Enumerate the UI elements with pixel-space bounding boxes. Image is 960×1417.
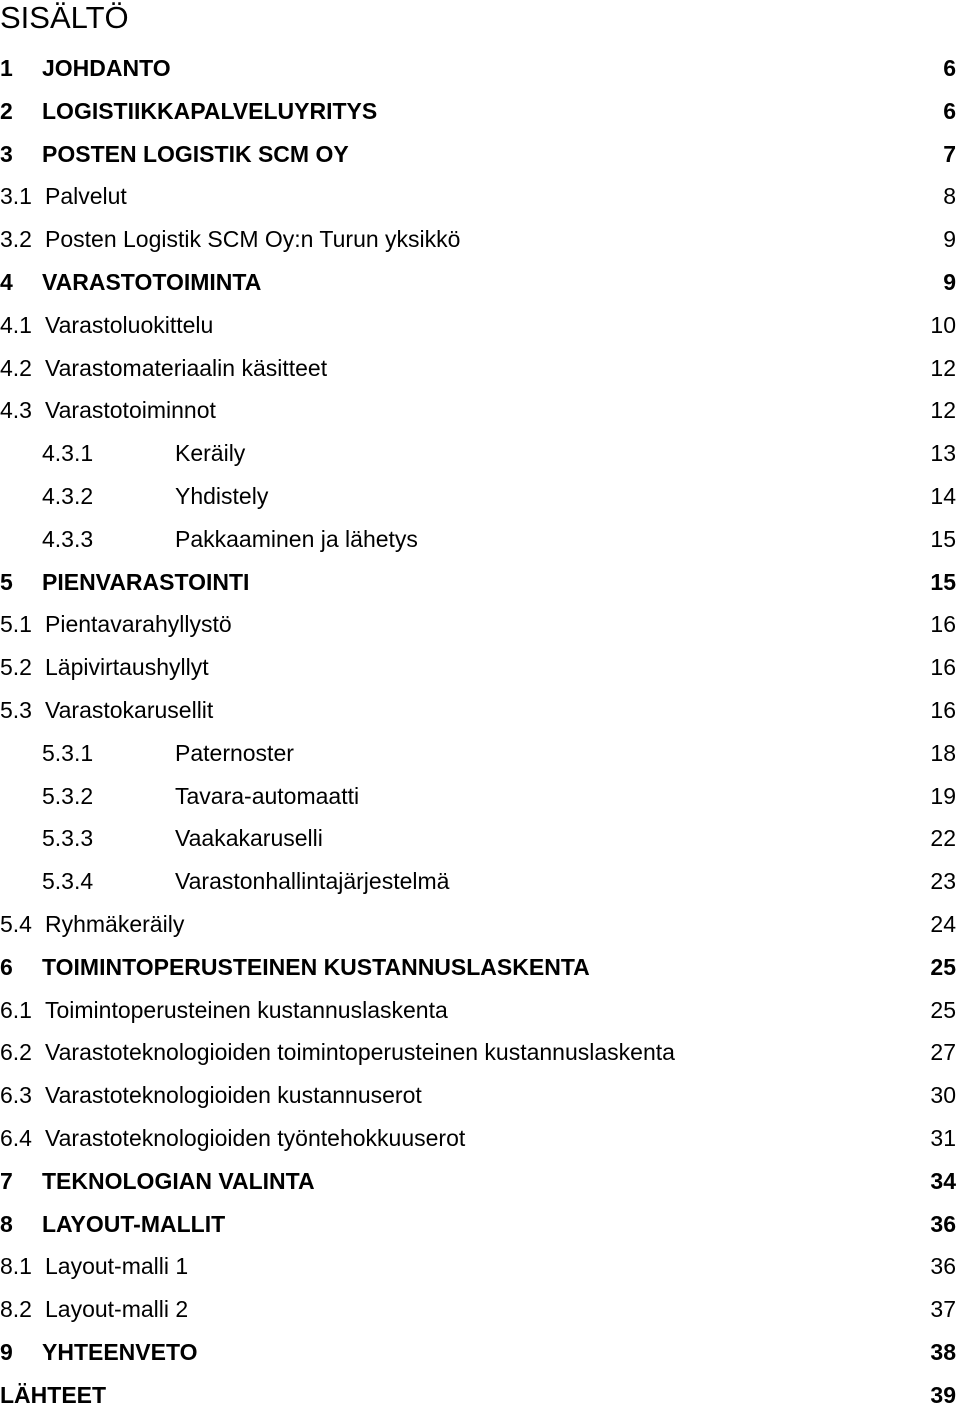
toc-entry-number: 5.3.3 bbox=[42, 825, 94, 852]
toc-entry-page-number: 15 bbox=[930, 568, 956, 595]
toc-entry-number: 9 bbox=[0, 1338, 13, 1365]
toc-entry-title: Vaakakaruselli bbox=[175, 825, 323, 852]
toc-entry-page-number: 23 bbox=[930, 868, 956, 895]
toc-entry[interactable] bbox=[0, 518, 960, 561]
toc-entry-number: 6.1 bbox=[0, 996, 32, 1023]
toc-entry-page-number: 24 bbox=[930, 910, 956, 937]
toc-entry-page-number: 9 bbox=[943, 268, 956, 295]
toc-entry-number: 5 bbox=[0, 568, 13, 595]
toc-entry[interactable] bbox=[0, 304, 960, 347]
toc-entry[interactable] bbox=[0, 1245, 960, 1288]
toc-entry-title: Paternoster bbox=[175, 739, 294, 766]
toc-entry[interactable] bbox=[0, 989, 960, 1032]
toc-entry-number: 4.3.2 bbox=[42, 482, 94, 509]
toc-entry-title: Pakkaaminen ja lähetys bbox=[175, 525, 418, 552]
toc-entry-title: Varastoteknologioiden työntehokkuuserot bbox=[45, 1124, 466, 1151]
toc-entry-title: Layout-malli 1 bbox=[45, 1253, 189, 1280]
toc-entry-page-number: 25 bbox=[930, 996, 956, 1023]
toc-entry[interactable] bbox=[0, 1074, 960, 1117]
toc-entry-title: Varastoteknologioiden toimintoperusteinen kustannuslaskenta bbox=[45, 1039, 675, 1066]
toc-entry-number: 2 bbox=[0, 97, 13, 124]
toc-entry[interactable] bbox=[0, 646, 960, 689]
toc-entry[interactable] bbox=[0, 261, 960, 304]
toc-entry[interactable] bbox=[0, 1117, 960, 1160]
toc-entry-title: Yhdistely bbox=[175, 482, 269, 509]
toc-entry-title: Toimintoperusteinen kustannuslaskenta bbox=[45, 996, 448, 1023]
toc-entry[interactable] bbox=[0, 1374, 960, 1417]
toc-entry-page-number: 36 bbox=[930, 1210, 956, 1237]
toc-entry-page-number: 9 bbox=[943, 226, 956, 253]
toc-entry-number: 8.1 bbox=[0, 1253, 32, 1280]
toc-entry-page-number: 30 bbox=[930, 1082, 956, 1109]
toc-entry-number: 7 bbox=[0, 1167, 13, 1194]
toc-entry[interactable] bbox=[0, 860, 960, 903]
toc-entry[interactable] bbox=[0, 775, 960, 818]
toc-entry[interactable] bbox=[0, 1331, 960, 1374]
toc-entry[interactable] bbox=[0, 218, 960, 261]
page-title: SISÄLTÖ bbox=[0, 0, 129, 35]
toc-entry[interactable] bbox=[0, 90, 960, 133]
toc-entry-title: Layout-malli 2 bbox=[45, 1296, 189, 1323]
toc-entry-title: Varastokarusellit bbox=[45, 696, 214, 723]
toc-entry[interactable] bbox=[0, 175, 960, 218]
toc-entry-title: Läpivirtaushyllyt bbox=[45, 654, 209, 681]
toc-entry-page-number: 16 bbox=[930, 611, 956, 638]
toc-entry-page-number: 7 bbox=[943, 140, 956, 167]
toc-entry-title: Palvelut bbox=[45, 183, 127, 210]
toc-entry[interactable] bbox=[0, 946, 960, 989]
toc-entry-page-number: 38 bbox=[930, 1338, 956, 1365]
toc-entry-number: 5.3.1 bbox=[42, 739, 94, 766]
toc-entry-number: 6.3 bbox=[0, 1082, 32, 1109]
toc-entry-number: 5.3.2 bbox=[42, 782, 94, 809]
toc-entry-title: PIENVARASTOINTI bbox=[42, 568, 250, 595]
toc-entry-title: Varastoteknologioiden kustannuserot bbox=[45, 1082, 422, 1109]
toc-entry-title: JOHDANTO bbox=[42, 55, 171, 81]
toc-entry[interactable] bbox=[0, 903, 960, 946]
table-of-contents bbox=[0, 47, 960, 1417]
toc-entry-number: 8.2 bbox=[0, 1296, 32, 1323]
toc-entry-page-number: 13 bbox=[930, 440, 956, 467]
toc-entry-title: VARASTOTOIMINTA bbox=[42, 268, 262, 295]
toc-entry-number: 4.1 bbox=[0, 311, 32, 338]
toc-entry-number: 6 bbox=[0, 953, 13, 980]
toc-entry-page-number: 19 bbox=[930, 782, 956, 809]
toc-entry-number: 6.4 bbox=[0, 1124, 32, 1151]
toc-entry-page-number: 6 bbox=[943, 55, 956, 81]
toc-entry-title: TEKNOLOGIAN VALINTA bbox=[42, 1167, 315, 1194]
toc-entry-number: 3.1 bbox=[0, 183, 32, 210]
toc-entry-page-number: 31 bbox=[930, 1124, 956, 1151]
toc-entry-number: 1 bbox=[0, 55, 13, 81]
toc-entry-page-number: 8 bbox=[943, 183, 956, 210]
toc-entry[interactable] bbox=[0, 561, 960, 604]
toc-entry-page-number: 16 bbox=[930, 654, 956, 681]
toc-entry[interactable] bbox=[0, 817, 960, 860]
toc-entry-page-number: 37 bbox=[930, 1296, 956, 1323]
toc-entry-page-number: 34 bbox=[930, 1167, 956, 1194]
toc-entry-number: 8 bbox=[0, 1210, 13, 1237]
toc-entry[interactable] bbox=[0, 603, 960, 646]
toc-entry-page-number: 15 bbox=[930, 525, 956, 552]
toc-entry[interactable] bbox=[0, 347, 960, 390]
toc-entry[interactable] bbox=[0, 1160, 960, 1203]
toc-entry-page-number: 25 bbox=[930, 953, 956, 980]
toc-entry-number: 4.3.3 bbox=[42, 525, 94, 552]
toc-entry-number: 4.3 bbox=[0, 397, 32, 424]
toc-entry-title: Tavara-automaatti bbox=[175, 782, 360, 809]
toc-entry-page-number: 27 bbox=[930, 1039, 956, 1066]
toc-entry-number: 5.3.4 bbox=[42, 868, 94, 895]
toc-entry[interactable] bbox=[0, 389, 960, 432]
toc-entry[interactable] bbox=[0, 732, 960, 775]
toc-entry[interactable] bbox=[0, 47, 960, 90]
toc-entry-title: TOIMINTOPERUSTEINEN KUSTANNUSLASKENTA bbox=[42, 953, 590, 980]
toc-entry-page-number: 6 bbox=[943, 97, 956, 124]
toc-entry[interactable] bbox=[0, 475, 960, 518]
toc-entry-title: Varastonhallintajärjestelmä bbox=[175, 868, 450, 895]
toc-entry-number: 3.2 bbox=[0, 226, 32, 253]
toc-entry-page-number: 16 bbox=[930, 696, 956, 723]
toc-entry-number: 3 bbox=[0, 140, 13, 167]
toc-entry-title: Keräily bbox=[175, 440, 246, 467]
toc-entry-title: Ryhmäkeräily bbox=[45, 910, 185, 937]
toc-entry[interactable] bbox=[0, 133, 960, 176]
toc-entry-title: Varastoluokittelu bbox=[45, 311, 214, 338]
toc-entry-title: Varastomateriaalin käsitteet bbox=[45, 354, 328, 381]
toc-entry-title: YHTEENVETO bbox=[42, 1338, 198, 1365]
toc-entry[interactable] bbox=[0, 1031, 960, 1074]
toc-entry-title: LÄHTEET bbox=[0, 1381, 107, 1408]
toc-entry-title: Posten Logistik SCM Oy:n Turun yksikkö bbox=[45, 226, 461, 253]
toc-entry-page-number: 14 bbox=[930, 482, 956, 509]
toc-entry[interactable] bbox=[0, 1203, 960, 1246]
toc-entry-title: Varastotoiminnot bbox=[45, 397, 216, 424]
toc-entry-page-number: 39 bbox=[930, 1381, 956, 1408]
toc-entry-number: 4.3.1 bbox=[42, 440, 94, 467]
toc-entry-number: 4 bbox=[0, 268, 13, 295]
toc-entry-number: 5.4 bbox=[0, 910, 32, 937]
toc-entry-page-number: 22 bbox=[930, 825, 956, 852]
toc-entry-page-number: 10 bbox=[930, 311, 956, 338]
toc-entry-title: Pientavarahyllystö bbox=[45, 611, 232, 638]
toc-entry-page-number: 12 bbox=[930, 354, 956, 381]
toc-entry-page-number: 36 bbox=[930, 1253, 956, 1280]
toc-entry-title: LAYOUT-MALLIT bbox=[42, 1210, 226, 1237]
toc-entry-number: 4.2 bbox=[0, 354, 32, 381]
toc-entry[interactable] bbox=[0, 1288, 960, 1331]
toc-entry-number: 5.2 bbox=[0, 654, 32, 681]
toc-entry[interactable] bbox=[0, 689, 960, 732]
toc-entry-number: 5.1 bbox=[0, 611, 32, 638]
toc-entry-number: 5.3 bbox=[0, 696, 32, 723]
toc-entry[interactable] bbox=[0, 432, 960, 475]
toc-entry-title: LOGISTIIKKAPALVELUYRITYS bbox=[42, 97, 378, 124]
toc-entry-page-number: 12 bbox=[930, 397, 956, 424]
toc-entry-number: 6.2 bbox=[0, 1039, 32, 1066]
toc-entry-page-number: 18 bbox=[930, 739, 956, 766]
toc-entry-title: POSTEN LOGISTIK SCM OY bbox=[42, 140, 349, 167]
